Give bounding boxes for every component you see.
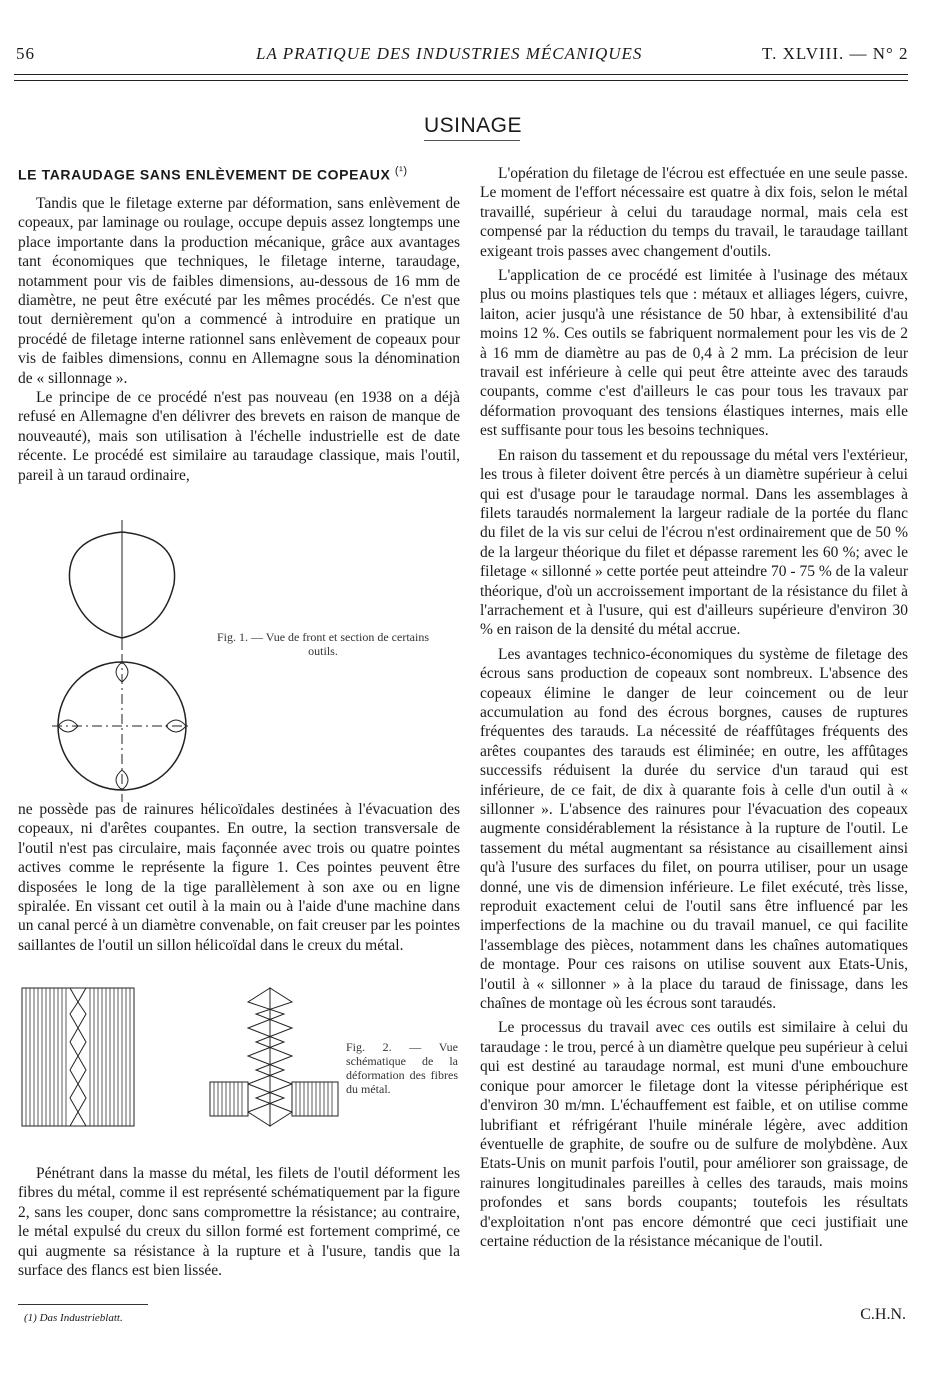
left-column-bottom <box>18 1164 460 1280</box>
page-number: 56 <box>16 44 35 63</box>
left-column-top <box>18 194 460 485</box>
header-rule <box>14 74 908 75</box>
signature: C.H.N. <box>860 1306 906 1323</box>
paragraph: Pénétrant dans la masse du métal, les filets de l'outil déforment les fibres du métal, comme il est représenté schématiquement par la figure 2, sans les couper, donc sans compromettre la résistance; au contraire, le métal expulsé du creux du sillon formé est fortement comprimé, ce qui augmente sa résistance à la rupture et à l'usure, tandis que la surface des flancs est bien lissée. <box>18 1165 460 1280</box>
left-column-middle <box>18 800 460 955</box>
header-rule-thin <box>14 80 908 81</box>
paragraph: ne possède pas de rainures hélicoïdales destinées à l'évacuation des copeaux, ni d'arêtes coupantes. En outre, la section transversale de l'outil n'est pas circulaire, mais façonnée avec trois ou quatre pointes actives comme le représente la figure 1. Ces pointes peuvent être disposées le long de la tige parallèlement à son axe ou en ligne spiralée. En vissant cet outil à la main ou à l'aide d'une machine dans un canal percé à un diamètre convenable, on fait creuser par les pointes saillantes de l'outil un sillon hélicoïdal dans le creux du métal. <box>18 801 460 954</box>
paragraph: L'application de ce procédé est limitée à l'usinage des métaux plus ou moins plastiques tels que : métaux et alliages légers, cuivre, laiton, acier jusqu'à une résistance de 50 hbar, à extensibilité d'au moins 12 %. Ces outils se fabriquent normalement pour les vis de 2 à 16 mm de diamètre au pas de 0,4 à 2 mm. La précision de leur travail est inférieure à celle qui peut être atteinte avec des tarauds coupants, comme c'est d'ailleurs le cas pour tous les travaux par déformation provoquant des tensions élastiques internes, mais elle est suffisante pour tous les besoins techniques. <box>480 267 908 440</box>
section-title: USINAGE <box>424 114 523 137</box>
right-column <box>480 164 908 1251</box>
article-title: LE TARAUDAGE SANS ENLÈVEMENT DE COPEAUX $^{(^1)}$ <box>18 165 408 183</box>
paragraph: Le principe de ce procédé n'est pas nouveau (en 1938 on a déjà refusé en Allemagne d'en délivrer des brevets en raison de manque de nouveauté), mais son utilisation à l'échelle industrielle est de date récente. Le procédé est similaire au taraudage classique, mais l'outil, pareil à un taraud ordinaire, <box>18 389 460 484</box>
section-underline <box>424 140 520 141</box>
paragraph: Les avantages technico-économiques du système de filetage des écrous sans production de copeaux sont nombreux. L'absence des copeaux élimine le danger de leur coincement ou de leur accumulation au fond des écrous borgnes, causes de ruptures fréquentes des tarauds. La nécessité de réaffûtages fréquents des arêtes coupantes des tarauds est éliminée; en outre, les affûtages successifs réduisent la durée du service d'un taraud qui est inférieure, de ce fait, de dix à quarante fois à celle d'un outil à « sillonner ». L'absence des rainures pour l'évacuation des copeaux augmente considérablement la résistance à la rupture de l'outil. Le tassement du métal augmentant sa résistance au cisaillement ainsi qu'à l'usure des surfaces du filet, on pourra utiliser, pour un usage donné, une vis de dimension inférieure. Le filet exécuté, très lisse, reproduit exactement celui de l'outil sans être influencé par les imperfections de la machine ou du travail manuel, ce qui facilite l'assemblage des pièces, notamment dans les chaînes automatiques de montage. Pour ces raisons on utilise souvent aux Etats-Unis, l'outil à « sillonner » à la place du taraud de finissage, dans les chaînes de montage où les écrous sont taraudés. <box>480 645 908 1013</box>
paragraph: Tandis que le filetage externe par déformation, sans enlèvement de copeaux, par laminage ou roulage, occupe depuis assez longtemps une place importante dans la production mécanique, grâce aux avantages tant économiques que techniques, le filetage interne, taraudage, notamment pour vis de faibles dimensions, au-dessous de 16 mm de diamètre, ne peut être exécuté par les mêmes procédés. Ce n'est que tout dernièrement qu'on a commencé à introduire en pratique un procédé de filetage interne rationnel sans enlèvement de copeaux pour vis de faibles dimensions, connu en Allemagne sous la dénomination de « sillonnage ». <box>18 195 460 387</box>
figure-1-caption: Fig. 1. — Vue de front et section de certains outils. <box>216 630 429 658</box>
paragraph: Le processus du travail avec ces outils est similaire à celui du taraudage : le trou, percé à un diamètre quelque peu supérieur à celui qui est destiné au taraudage normal, est muni d'une embouchure conique pour amorcer le filetage dont la vitesse périphérique est d'environ 30 m/mn. L'échauffement est faible, et on utilise comme lubrifiant et réfrigérant l'huile minérale légère, avec addition éventuelle de graphite, de soufre ou de sulfure de molybdène. Aux Etats-Unis on munit parfois l'outil, pour améliorer son graissage, de rainures longitudinales pareilles à celles des tarauds, mais moins profondes et sans bords coupants; toutefois les résultats d'exploitation n'ont pas encore démontré que ceci justifiait une certaine réduction de la résistance mécanique de l'outil. <box>480 1019 908 1250</box>
footnote: (1) Das Industrieblatt. <box>24 1312 123 1324</box>
figure-2-caption: Fig. 2. — Vue schématique de la déformation des fibres du métal. <box>346 1040 458 1096</box>
title-footnote-mark: (¹) <box>394 165 408 177</box>
paragraph: L'opération du filetage de l'écrou est effectuée en une seule passe. Le moment de l'effort nécessaire est quatre à dix fois, selon le métal travaillé, supérieur à celui du taraudage normal, mais cela est compensé par la réduction du temps du travail, le taraudage taillant exigeant trois passes avec changement d'outils. <box>480 165 908 260</box>
journal-title: LA PRATIQUE DES INDUSTRIES MÉCANIQUES <box>256 44 643 63</box>
footnote-rule <box>18 1304 148 1305</box>
figure-1-drawing <box>52 520 192 805</box>
figure-2-drawing <box>20 984 340 1130</box>
paragraph: En raison du tassement et du repoussage du métal vers l'extérieur, les trous à fileter doivent être percés à un diamètre supérieur à celui qui est d'usage pour le taraudage normal. Dans les assemblages à filets taraudés normalement la largeur radiale de la portée du flanc du filet de la vis sur celui de l'écrou n'est ordinairement que de 50 % de la largeur théorique du filet et dépasse rarement les 60 %; avec le filetage « sillonné » cette portée peut atteindre 70 - 75 % de la valeur théorique, d'où un accroissement important de la résistance du filet à l'arrachement et à l'usure, qui est d'ailleurs supérieure d'environ 30 % en raison de la densité du métal accrue. <box>480 446 908 639</box>
volume-issue: T. XLVIII. — N° 2 <box>762 44 909 63</box>
